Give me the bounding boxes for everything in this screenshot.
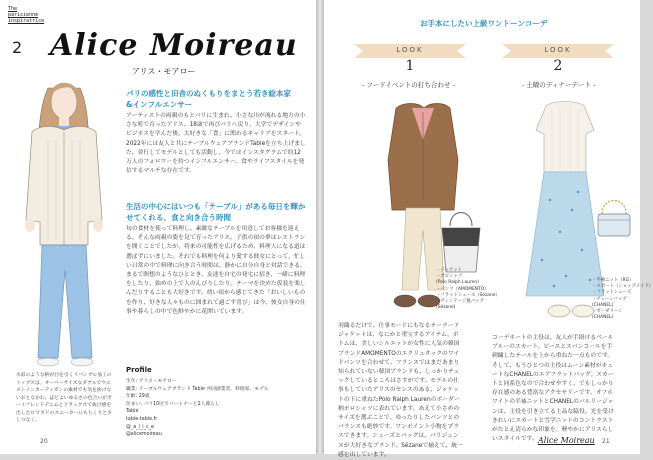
- running-signature: Alice Moireau: [538, 436, 595, 445]
- gutter: [316, 0, 324, 454]
- intro-paragraph: アーティストの両親のもとパリに生まれ、小さな川が流れる地方の小さな町で育ったアリス。18歳で再びパリへ戻り、大学でデザインやビジネスを学んだ後、大好きな「食」に関わるキャリアをスタート。2022年には友人と共にテーブルウェアブランドTableを立ち上げました。並行してモデルとしても活動し、今ではインスタグラムで約12万人のフォロワーを持つインフルエンサー。食やライフスタイルを発信するマルチな存在です。: [126, 113, 306, 175]
- profile-heading: Profile: [126, 366, 152, 374]
- series-line: inspiratrice: [8, 18, 45, 24]
- look-1-items: [436, 268, 500, 311]
- item-line: ・ガーダリーン: [592, 309, 623, 315]
- look-2-text: コーデネートの主役は、友人が手掛けるペールブルーのスカート。ピースとスパンコールを手刺繍したテールを上から重ねた一点ものです。そして、もうひとつの主役はムーン素材がキュートなCHANELのエアフラットバッグ。スカートと同系色なので合わせやすく、でもしっかり存在感のある豊富なアクセサリーです。オフホワイトの半袖ニットとCHANELのパルリージャンは、主役を引き立てる上品な脇役。光を受けきれいにスカートと雪学ニットのコントラストがたとえ清らかな印象を、軽やかにアリスらしいスタイルです。: [492, 335, 614, 443]
- item-line: (Polo Ralph Lauren): [436, 280, 479, 286]
- tagline: パリの感性と田舎のぬくもりをまとう若き絵本家&インフルエンサー: [126, 89, 291, 109]
- look-2-items: [592, 278, 653, 321]
- body-paragraph: 旬の食材を使って料理し、素敵なテーブルを用意してお客様を迎える。そんな両親の姿を見て育ったアリス。子供の頃の夢はレストランを開くことでしたが、将来の可能性を広げるため、料理人になる道は選ばずにいました。それでも料理を何より愛する彼女にとって、忙しい日常の中で料理に向き合う時間は、静かに自分自身と対話できる、まるで瞑想のようなひととき。友達を自宅の発宅に招き、一緒に料理をしたり、始めの上で人のんびりしたり。テーマを決めた仮装を楽しんだりすることも大好きです。幼い頃から感じてきた「おいしいものを作り、好きな人々ものに囲まれて過ごす喜び」は今、彼女自身の仕事や暮らしの中で色鮮やかに花開いています。: [126, 226, 306, 315]
- woman-illustration: [8, 70, 124, 370]
- profile-line: Table: [126, 409, 139, 415]
- chain-bag-illustration: [594, 194, 634, 240]
- series-line: parisienne: [8, 12, 39, 18]
- illustration-caption: 水彩のような柄が目を引くリバシブル加工のトップスは、オーバーサイズなダブルでウエストインカーディガンの素材でも気を抜けないおとなかわ、ほどよいゆるさの色合いがボーイフレンドデニムとリラックスで抜け感を出したロワカドのスニーカーにもちくりと少しつなく。: [16, 373, 112, 423]
- profile-line: table-table.fr: [126, 416, 158, 422]
- look-number: 1: [405, 58, 415, 74]
- right-page: [324, 0, 653, 458]
- left-page: [0, 0, 316, 454]
- page-number: 20: [40, 438, 48, 445]
- profile-line: 年齢: 29歳: [126, 394, 150, 400]
- look-label: LOOK: [396, 46, 424, 54]
- item-line: ・チェーンバッグ: [592, 296, 627, 302]
- item-line: ・ジャケット: [436, 268, 463, 273]
- item-line: ・半袖ニット（RG）: [592, 278, 634, 283]
- profile-line: 職業: テーブルウェアブランド Table 共同創業者、料理家、モデル: [126, 386, 269, 392]
- profile-details: [126, 378, 268, 439]
- item-line: ・フラットシューズ（Sézane）: [436, 292, 500, 298]
- item-line: ・パンツ（AMOMENTO）: [436, 286, 489, 292]
- look-2-banner: [502, 44, 614, 74]
- profile-line: 生年: アリス・モアロー: [126, 379, 177, 384]
- tote-bag-illustration: [436, 206, 486, 276]
- look-2-description: - 土曜のディナーデート -: [522, 81, 596, 89]
- item-line: (CHANEL): [592, 302, 614, 308]
- series-line: The: [8, 6, 18, 12]
- look-label: LOOK: [544, 46, 572, 54]
- feature-number: 2: [12, 38, 23, 57]
- item-line: (Sézane): [436, 305, 456, 311]
- profile-line: @_a_l_i_c_e: [126, 424, 154, 430]
- item-line: ・フラットシューズ: [592, 290, 632, 296]
- look-1-text: 羽織るだけで、仕事モードにもなるテーラードジャケットは、なにかと重宝するアイテム。ボトムは、美しいシルエットが女性に人気の韓国ブランドAMOMENTOのエクリュタックのワイドパンツを合わせて。フランスではまだあまり知られていない韓国ブランドも、しっかりチェックしているところはさすがです。モデルの仕事もしていたアリスのセンスのある、ジャケットの下に重ねたPolo Ralph Laurenのボーダー柄ポロシャツに表れています。あえて小さめのサイズを選ぶことで、ゆったりしたパンツとのバランスも絶妙です。ワンポイント小物をプラスできます。シューズとバッグは、パリジェンヌが大好きなブランド、Sézaneで揃えて、統一感を出しています。: [338, 323, 463, 458]
- series-label: [8, 6, 44, 24]
- page-title: Alice Moireau: [50, 28, 298, 63]
- section-subheading: 生活の中心にはいつも「テーブル」がある毎日を輝かせてくれる、食と向き合う時間: [126, 202, 306, 222]
- section-heading: お手本にしたい上級ワントーンコーデ: [420, 19, 548, 28]
- look-number: 2: [553, 58, 563, 74]
- page-number: 21: [602, 438, 610, 445]
- look-1-description: - フードイベントの打ち合わせ -: [362, 81, 455, 89]
- name-kana: アリス・モアロー: [132, 67, 196, 76]
- item-line: ・ポロシャツ: [436, 274, 463, 280]
- profile-line: @alicemoireau: [126, 432, 162, 438]
- look-1-banner: [354, 44, 466, 74]
- flat-shoes-illustration: [392, 290, 442, 312]
- item-line: ・ヴィンテージ風バッグ: [436, 299, 484, 305]
- flat-shoes-illustration: [546, 300, 596, 322]
- item-line: ・スカート（ショップメイド）: [592, 284, 653, 290]
- profile-line: 住まい: パリ10区でパートナーと2人暮らし: [126, 401, 220, 407]
- item-line: (CHANEL): [592, 315, 614, 321]
